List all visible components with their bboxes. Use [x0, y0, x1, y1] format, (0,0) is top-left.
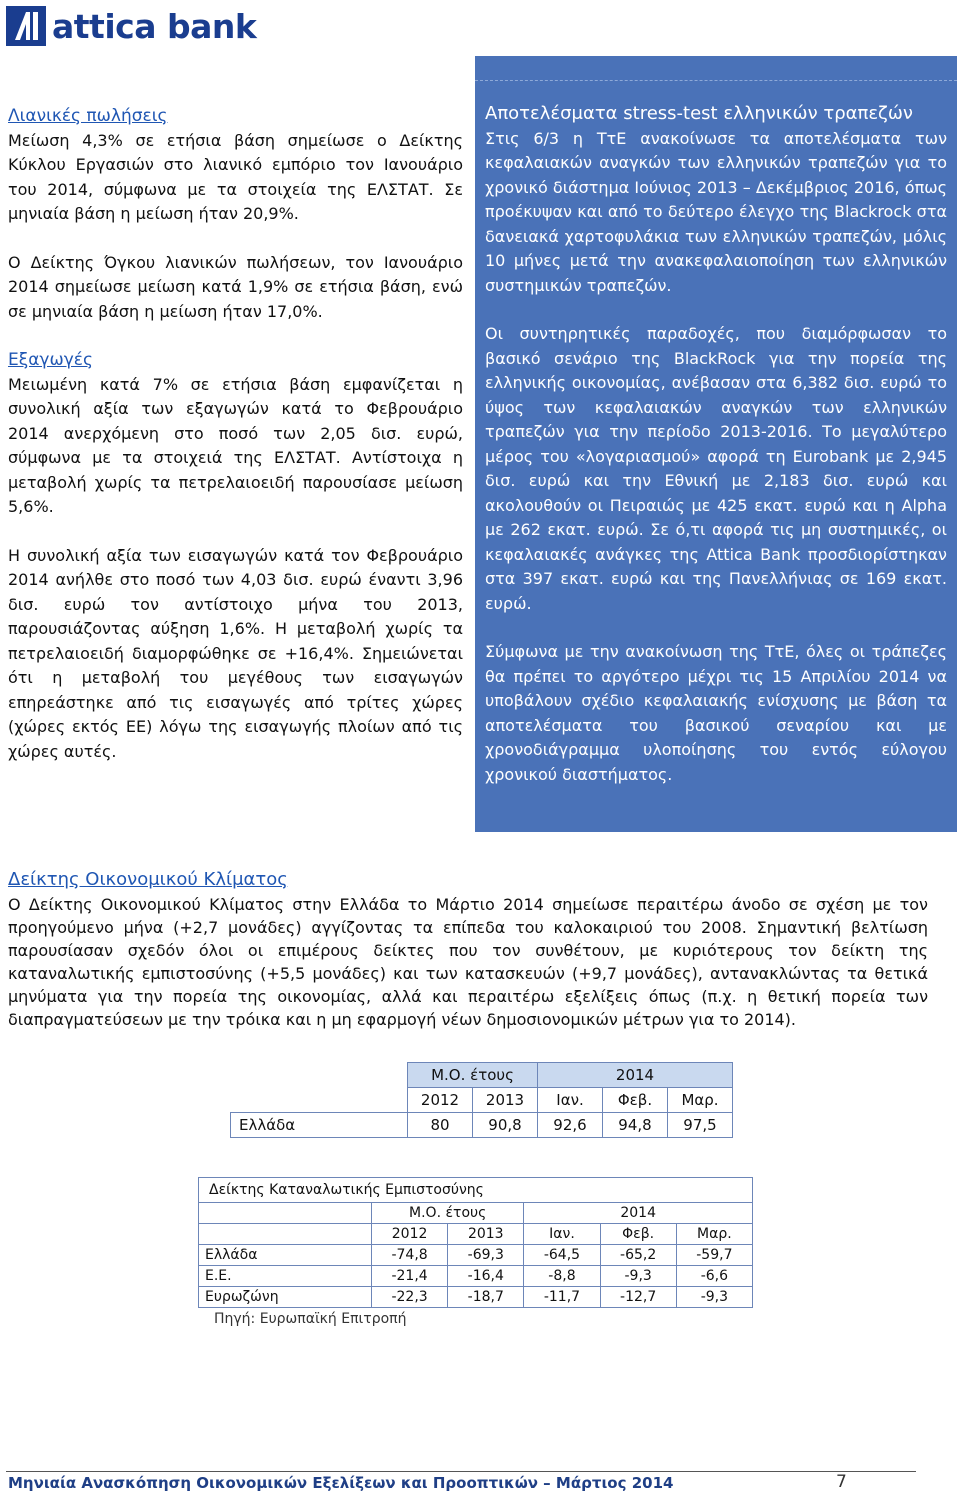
- economic-climate-paragraph: Ο Δείκτης Οικονομικού Κλίματος στην Ελλάδα το Μάρτιο 2014 σημείωσε περαιτέρω άνοδο σε σχέση με τον προηγούμενο μήνα (+2,7 μονάδες) αγγίζοντας τα επίπεδα του καλοκαιριού του 2008. Σημαντική βελτίωση παρουσίασαν σχεδόν όλοι οι επιμέρους δείκτες που τον συνθέτουν, με κυριότερους τον δείκτη της καταναλωτικής εμπιστοσύνης (+5,5 μονάδες) και των κατασκευών (+9,7 μονάδες), αντανακλώντας τα θετικά μηνύματα για την πορεία της οικονομίας, αλλά και περαιτέρω εξελίξεις όπως (π.χ. η θετική πορεία των διαπραγματεύσεων με την τρόικα και η μη εφαρμογή νέων δημοσιονομικών μέτρων για το 2014).: [8, 895, 928, 1029]
- t2-col: Μαρ.: [676, 1224, 752, 1245]
- t2-year-header: 2014: [524, 1203, 753, 1224]
- imports-paragraph: Η συνολική αξία των εισαγωγών κατά τον Φεβρουάριο 2014 ανήλθε στο ποσό των 4,03 δισ. ευρώ έναντι 3,96 δισ. ευρώ τον αντίστοιχο μήνα του 2013, παρουσιάζοντας αύξηση 1,6%. Η μεταβολή χωρίς τα πετρελαιοειδή διαμορφώθηκε σε +16,4%. Σημειώνεται ότι η μεταβολή του μεγέθους των εισαγωγών επηρεάστηκε από τις εισαγωγές από τρίτες χώρες (χώρες εκτός ΕΕ) λόγω της εισαγωγής πλοίων από τις χώρες αυτές.: [8, 545, 463, 761]
- economic-climate-table: [230, 1062, 733, 1138]
- t1-avg-header: Μ.Ο. έτους: [408, 1063, 538, 1088]
- retail-paragraph-1: Μείωση 4,3% σε ετήσια βάση σημείωσε ο Δείκτης Κύκλου Εργασιών στο λιανικό εμπόριο τον Ιανουάριο του 2014, σύμφωνα με τα στοιχεία της ΕΛΣΤΑΤ. Σε μηνιαία βάση η μείωση ήταν 20,9%.: [8, 130, 463, 223]
- t2-col: 2012: [372, 1224, 448, 1245]
- table-row: [199, 1287, 753, 1308]
- t1-year-header: 2014: [538, 1063, 733, 1088]
- t1-col: 2013: [473, 1088, 538, 1113]
- t1-cell: 90,8: [473, 1113, 538, 1138]
- t1-cell: 80: [408, 1113, 473, 1138]
- brand-name: attica bank: [52, 6, 257, 46]
- t2-cell: -18,7: [448, 1287, 524, 1308]
- t1-cell: 97,5: [668, 1113, 733, 1138]
- t1-row-label: Ελλάδα: [231, 1113, 408, 1138]
- t1-cell: 92,6: [538, 1113, 603, 1138]
- t2-row-label: Ελλάδα: [199, 1245, 372, 1266]
- t1-cell: 94,8: [603, 1113, 668, 1138]
- exports-paragraph-1: Μειωμένη κατά 7% σε ετήσια βάση εμφανίζεται η συνολική αξία των εξαγωγών κατά το Φεβρουάριο 2014 ανερχόμενη στο ποσό των 2,05 δισ. ευρώ, σύμφωνα με τα στοιχειά της ΕΛΣΤΑΤ. Αντίστοιχα η μεταβολή χωρίς τα πετρελαιοειδή παρουσίασε μείωση 5,6%.: [8, 374, 463, 516]
- t2-row-label: Ευρωζώνη: [199, 1287, 372, 1308]
- stress-test-paragraph-3: Σύμφωνα με την ανακοίνωση της ΤτΕ, όλες οι τράπεζες θα πρέπει το αργότερο μέχρι τις 15 Απριλίου 2014 να υποβάλουν σχέδιο κεφαλαιακής ενίσχυσης με βάση τα αποτελέσματα του βασικού σεναρίου και με χρονοδιάγραμμα υλοποίησης του εντός εύλογου χρονικού διαστήματος.: [485, 642, 947, 784]
- exports-title: Εξαγωγές: [8, 350, 93, 370]
- stress-test-box: [475, 56, 957, 832]
- stress-test-title: Αποτελέσματα stress-test ελληνικών τραπεζών: [485, 103, 913, 124]
- t2-cell: -22,3: [372, 1287, 448, 1308]
- retail-paragraph-2: Ο Δείκτης Όγκου λιανικών πωλήσεων, τον Ιανουάριο 2014 σημείωσε μείωση κατά 1,9% σε ετήσια βάση, ενώ σε μηνιαία βάση η μείωση ήταν 17,0%.: [8, 252, 463, 321]
- footer-title: Μηνιαία Ανασκόπηση Οικονομικών Εξελίξεων και Προοπτικών – Μάρτιος 2014: [8, 1474, 674, 1492]
- t1-col: Ιαν.: [538, 1088, 603, 1113]
- table-row: [199, 1266, 753, 1287]
- footer-divider: [6, 1471, 916, 1472]
- t1-col: 2012: [408, 1088, 473, 1113]
- consumer-confidence-table-wrap: [198, 1177, 753, 1330]
- table-row: [199, 1245, 753, 1266]
- t2-cell: -59,7: [676, 1245, 752, 1266]
- t2-col: Ιαν.: [524, 1224, 600, 1245]
- t2-row-label: Ε.Ε.: [199, 1266, 372, 1287]
- t2-cell: -65,2: [600, 1245, 676, 1266]
- t2-cell: -11,7: [524, 1287, 600, 1308]
- t2-cell: -69,3: [448, 1245, 524, 1266]
- stress-test-paragraph-1: Στις 6/3 η ΤτΕ ανακοίνωσε τα αποτελέσματα των κεφαλαιακών αναγκών των ελληνικών τραπεζών για το χρονικό διάστημα Ιούνιος 2013 – Δεκέμβριος 2016, όπως προέκυψαν και από το δεύτερο έλεγχο της Blackrock στα δανειακά χαρτοφυλάκια των ελληνικών τραπεζών, μόλις 10 μήνες μετά την ανακεφαλαιοποίηση των ελληνικών συστημικών τραπεζών.: [485, 128, 947, 295]
- consumer-confidence-title: Δείκτης Καταναλωτικής Εμπιστοσύνης: [198, 1177, 753, 1202]
- retail-sales-title: Λιανικές πωλήσεις: [8, 106, 168, 126]
- t2-cell: -16,4: [448, 1266, 524, 1287]
- t1-col: Μαρ.: [668, 1088, 733, 1113]
- t2-col: Φεβ.: [600, 1224, 676, 1245]
- economic-climate-title: Δείκτης Οικονομικού Κλίματος: [8, 869, 288, 890]
- t1-col: Φεβ.: [603, 1088, 668, 1113]
- left-column: [8, 104, 463, 764]
- t2-cell: -12,7: [600, 1287, 676, 1308]
- t2-avg-header: Μ.Ο. έτους: [372, 1203, 524, 1224]
- attica-logo-mark-icon: [6, 6, 46, 46]
- stress-test-paragraph-2: Οι συντηρητικές παραδοχές, που διαμόρφωσαν το βασικό σενάριο της BlackRock για την πορεία της ελληνικής οικονομίας, ανέβασαν στα 6,382 δισ. ευρώ το ύψος των κεφαλαιακών αναγκών των ελληνικών τραπεζών για την περίοδο 2013-2016. Το μεγαλύτερο μέρος του «λογαριασμού» αφορά τη Eurobank με 2,945 δισ. ευρώ και την Εθνική με 2,183 δισ. ευρώ και ακολουθούν οι Πειραιώς με 425 εκατ. ευρώ και η Alpha με 262 εκατ. ευρώ. Σε ό,τι αφορά τις μη συστημικές, οι κεφαλαιακές ανάγκες της Attica Bank προσδιορίστηκαν στα 397 εκατ. ευρώ και της Πανελλήνιας σε 169 εκατ. ευρώ.: [485, 324, 947, 613]
- t2-cell: -9,3: [676, 1287, 752, 1308]
- t2-cell: -21,4: [372, 1266, 448, 1287]
- consumer-confidence-table: [198, 1202, 753, 1308]
- t2-cell: -74,8: [372, 1245, 448, 1266]
- t2-cell: -9,3: [600, 1266, 676, 1287]
- table-source-note: Πηγή: Ευρωπαϊκή Επιτροπή: [214, 1311, 407, 1327]
- t2-cell: -64,5: [524, 1245, 600, 1266]
- t2-cell: -6,6: [676, 1266, 752, 1287]
- t2-col: 2013: [448, 1224, 524, 1245]
- t2-cell: -8,8: [524, 1266, 600, 1287]
- page-number: 7: [836, 1472, 847, 1492]
- economic-climate-section: [8, 868, 928, 1031]
- attica-bank-logo: [6, 4, 256, 48]
